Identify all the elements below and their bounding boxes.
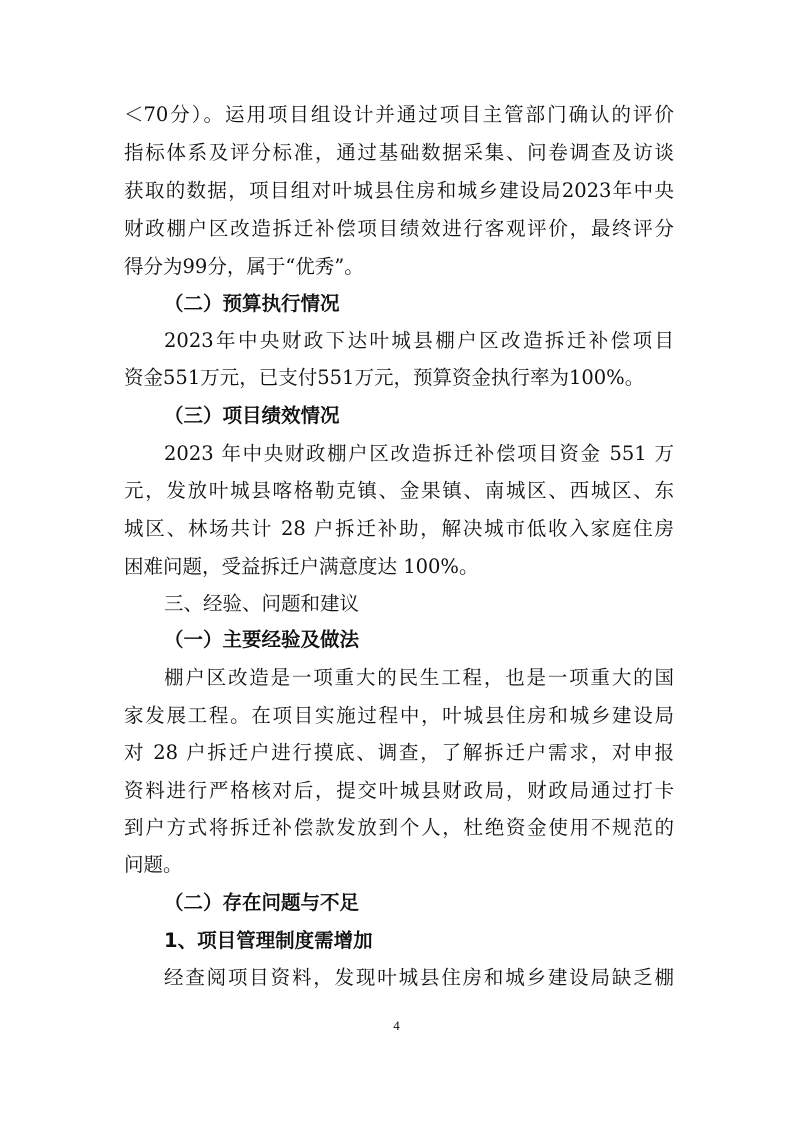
chapter-heading: 三、经验、问题和建议 xyxy=(164,592,360,615)
section-heading: （三）项目绩效情况 xyxy=(164,404,340,427)
section-heading: （一）主要经验及做法 xyxy=(164,628,360,651)
page-number: 4 xyxy=(393,1018,400,1033)
body-line: 到户方式将拆迁补偿款发放到个人，杜绝资金使用不规范的 xyxy=(124,816,674,839)
section-heading: （二）预算执行情况 xyxy=(164,292,340,315)
body-line: 家发展工程。在项目实施过程中，叶城县住房和城乡建设局 xyxy=(124,704,674,727)
body-line: 2023年中央财政下达叶城县棚户区改造拆迁补偿项目 xyxy=(164,329,674,352)
body-line: 经查阅项目资料，发现叶城县住房和城乡建设局缺乏棚 xyxy=(164,966,674,989)
body-line: 指标体系及评分标准，通过基础数据采集、问卷调查及访谈 xyxy=(124,141,674,164)
body-line: ＜70分）。运用项目组设计并通过项目主管部门确认的评价 xyxy=(124,103,674,126)
body-line: 元，发放叶城县喀格勒克镇、金果镇、南城区、西城区、东 xyxy=(124,479,674,502)
body-line: 资金551万元，已支付551万元，预算资金执行率为100%。 xyxy=(124,366,645,389)
body-line: 城区、林场共计 28 户拆迁补助，解决城市低收入家庭住房 xyxy=(124,517,674,540)
body-line: 问题。 xyxy=(124,853,183,876)
body-line: 棚户区改造是一项重大的民生工程，也是一项重大的国 xyxy=(164,666,674,689)
body-line: 对 28 户拆迁户进行摸底、调查，了解拆迁户需求，对申报 xyxy=(124,741,674,764)
body-line: 2023 年中央财政棚户区改造拆迁补偿项目资金 551 万 xyxy=(164,442,674,465)
body-line: 得分为99分，属于“优秀”。 xyxy=(124,255,364,278)
body-line: 资料进行严格核对后，提交叶城县财政局，财政局通过打卡 xyxy=(124,779,674,802)
section-heading: （二）存在问题与不足 xyxy=(164,891,360,914)
subsection-heading: 1、项目管理制度需增加 xyxy=(164,929,373,952)
body-line: 获取的数据，项目组对叶城县住房和城乡建设局2023年中央 xyxy=(124,179,674,202)
body-line: 财政棚户区改造拆迁补偿项目绩效进行客观评价，最终评分 xyxy=(124,217,674,240)
body-line: 困难问题，受益拆迁户满意度达 100%。 xyxy=(124,555,479,578)
